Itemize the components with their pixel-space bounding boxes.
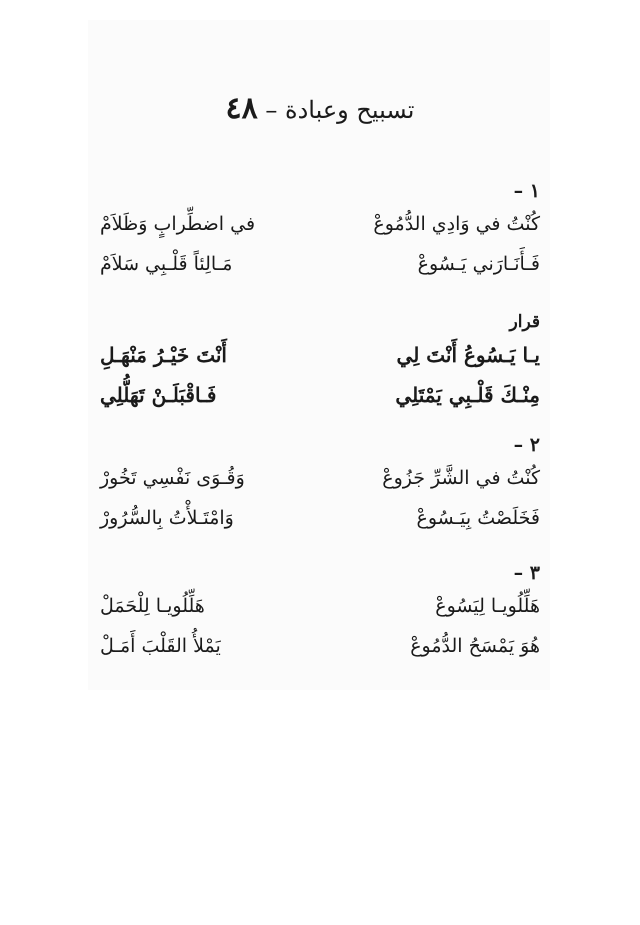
hymn-title <box>0 92 640 127</box>
verse-first-hemistich: هَلِّلُويـا لِيَسُوعْ <box>435 595 540 617</box>
verse-second-hemistich: في اضطِّرابٍ وَظَلاَمْ <box>100 213 256 235</box>
verse-line <box>100 335 540 375</box>
verse-second-hemistich: هَلِّلُويـا لِلْحَمَلْ <box>100 595 205 617</box>
verse-second-hemistich: يَمْلأُ القَلْبَ أَمَـلْ <box>100 635 221 657</box>
hymn-number: ٤٨ <box>225 91 258 126</box>
stanza-marker: ٢ – <box>513 434 540 456</box>
stanza-marker: ١ – <box>513 180 540 202</box>
verse-first-hemistich: فَـأَنَـارَني يَـسُوعْ <box>417 253 540 275</box>
hymn-title-text: تسبيح وعبادة <box>285 96 415 124</box>
verse-line <box>100 458 540 498</box>
verse-first-hemistich: مِنْـكَ قَلْـبِي يَمْتَلِي <box>395 383 540 407</box>
refrain-marker: قرار <box>509 312 540 332</box>
verse-first-hemistich: كُنْتُ في وَادِي الدُّمُوعْ <box>373 213 540 235</box>
stanza-3 <box>100 560 540 666</box>
verse-second-hemistich: وَامْتَـلأْتُ بِالسُّرُورْ <box>100 507 234 529</box>
verse-first-hemistich: يـا يَـسُوعُ أَنْتَ لِي <box>396 343 540 367</box>
verse-line <box>100 586 540 626</box>
verse-line <box>100 498 540 538</box>
stanza-2 <box>100 432 540 538</box>
verse-line <box>100 204 540 244</box>
verse-second-hemistich: وَقُـوَى نَفْسِي تَخُورْ <box>100 467 245 489</box>
stanza-1 <box>100 178 540 284</box>
stanza-marker: ٣ – <box>513 562 540 584</box>
hymn-title-separator: – <box>265 96 278 124</box>
verse-second-hemistich: أَنْتَ خَيْـرُ مَنْهَـلِ <box>100 343 227 367</box>
verse-first-hemistich: فَخَلَصْتُ بِيَـسُوعْ <box>416 507 540 529</box>
verse-first-hemistich: كُنْتُ في الشَّرِّ جَزُوعْ <box>382 467 540 489</box>
verse-line <box>100 244 540 284</box>
verse-second-hemistich: فَـاقْبَلَـنْ تَهَلُّلِي <box>100 383 217 407</box>
verse-first-hemistich: هُوَ يَمْسَحُ الدُّمُوعْ <box>410 635 540 657</box>
verse-line <box>100 375 540 415</box>
verse-line <box>100 626 540 666</box>
verse-second-hemistich: مَـالِئاً قَلْـبِي سَلاَمْ <box>100 253 233 275</box>
refrain <box>100 309 540 415</box>
